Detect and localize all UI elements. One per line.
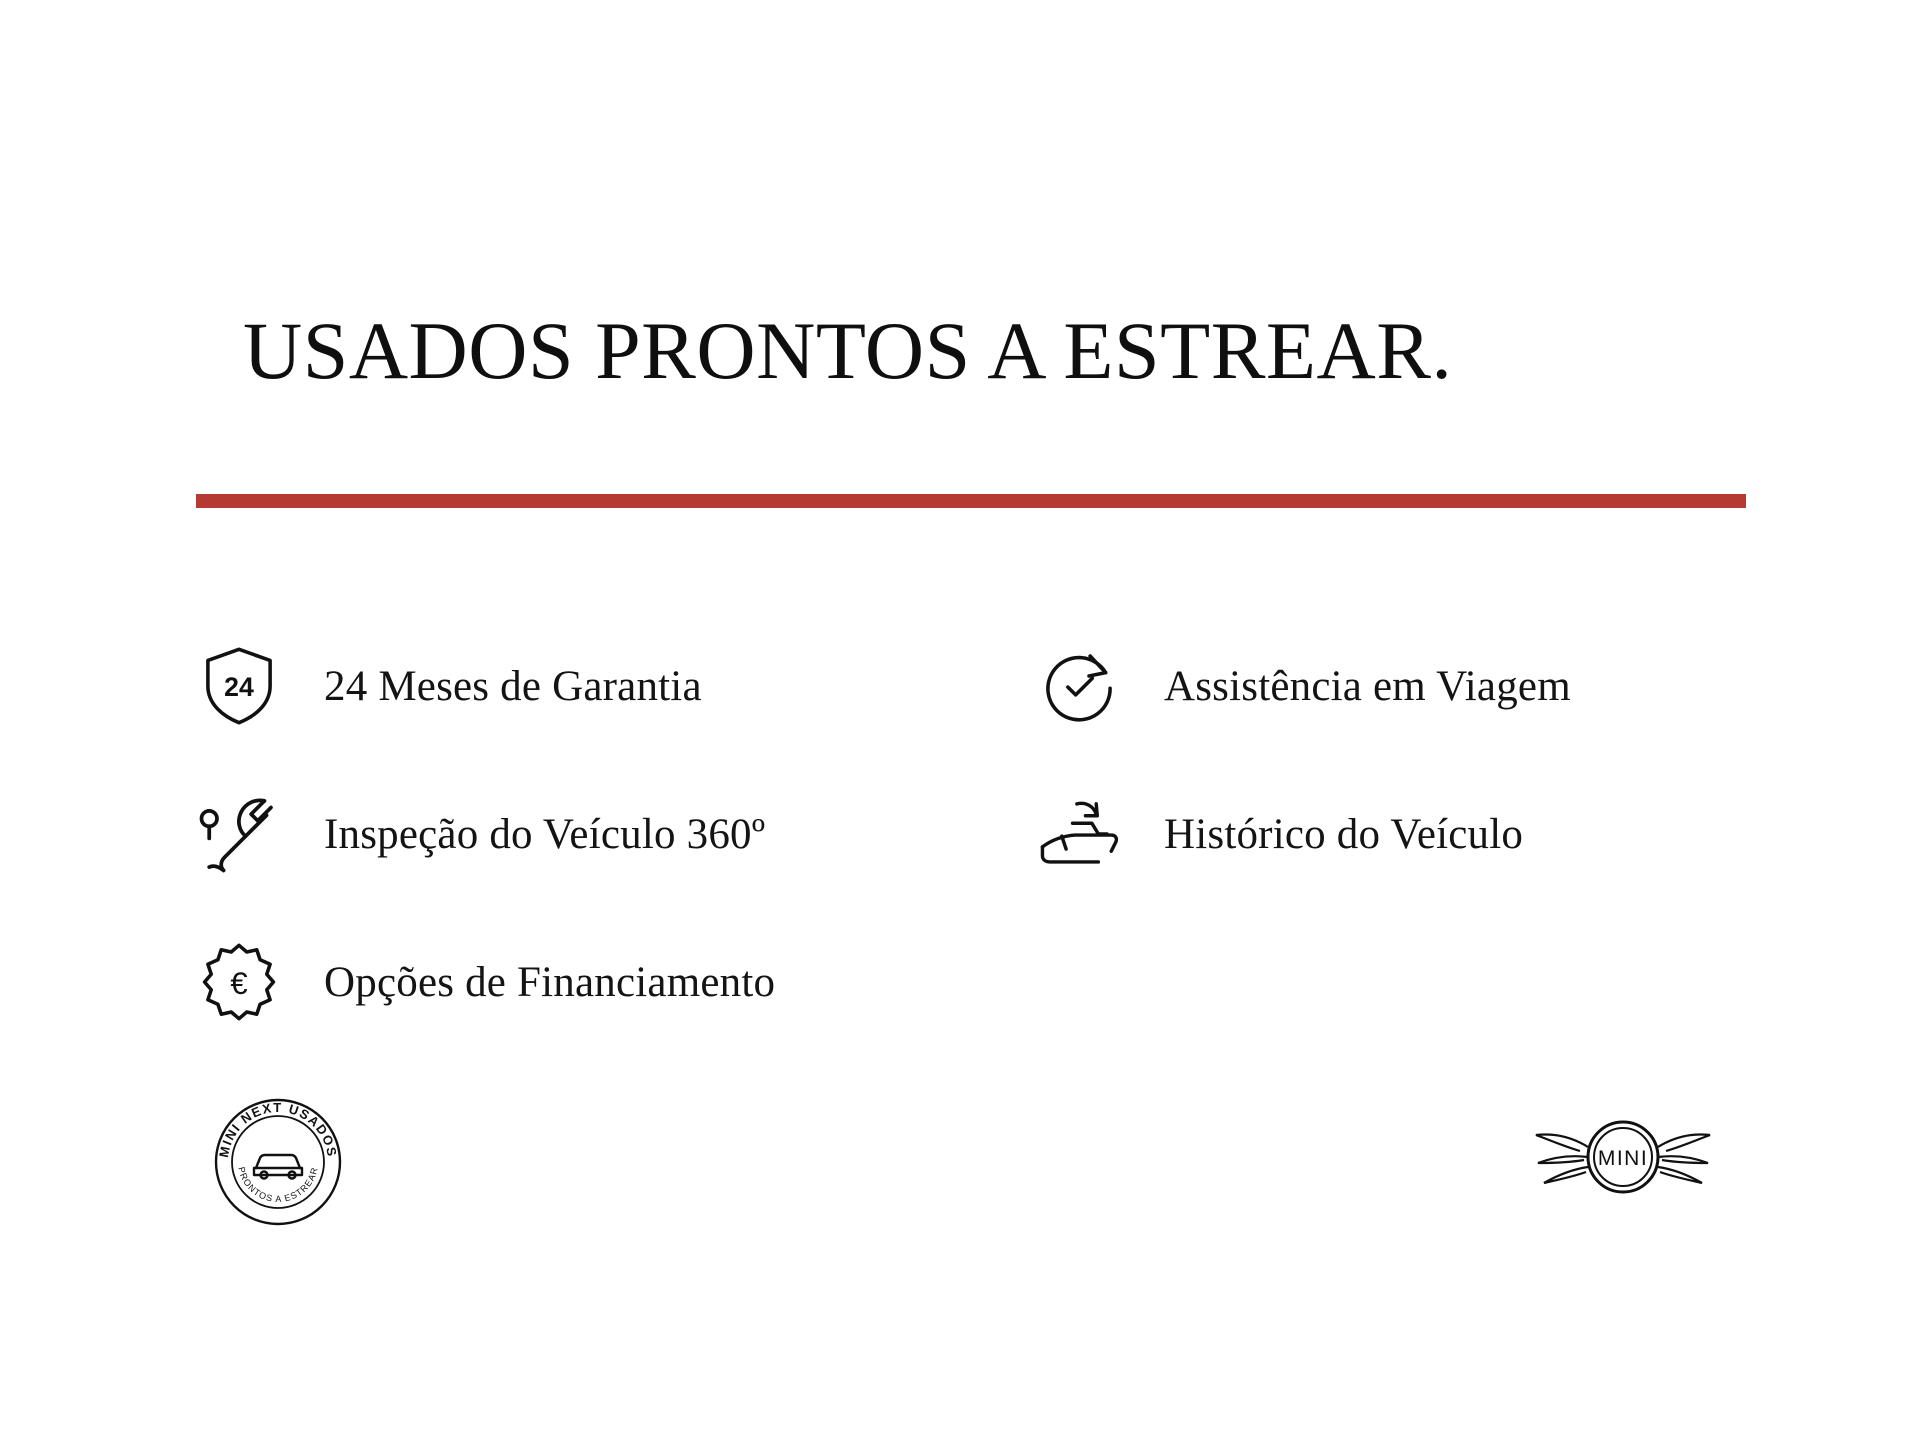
clock-arrow-icon [1036,643,1122,729]
accent-divider [196,494,1746,508]
shield-24-icon [196,643,282,729]
feature-label: Inspeção do Veículo 360º [324,810,766,858]
feature-item [196,643,1036,729]
svg-text:€: € [230,966,248,1002]
svg-text:MINI NEXT USADOS: MINI NEXT USADOS [216,1099,340,1159]
mini-next-usados-stamp [198,1082,358,1242]
feature-label: Opções de Financiamento [324,958,776,1006]
svg-text:24: 24 [224,672,254,702]
feature-label: Assistência em Viagem [1164,662,1571,710]
feature-list [196,612,1796,1056]
feature-label: 24 Meses de Garantia [324,662,702,710]
euro-seal-icon [196,939,282,1025]
mini-logo [1528,1105,1718,1209]
feature-label: Histórico do Veículo [1164,810,1524,858]
feature-item [196,939,1036,1025]
hand-car-icon [1036,791,1122,877]
feature-item [1036,643,1796,729]
svg-text:PRONTOS A ESTREAR: PRONTOS A ESTREAR [236,1165,320,1205]
wrench-icon [196,791,282,877]
feature-item [1036,791,1796,877]
feature-item [196,791,1036,877]
mini-wordmark: MINI [1597,1147,1649,1170]
page-title: USADOS PRONTOS A ESTREAR. [243,305,1453,396]
